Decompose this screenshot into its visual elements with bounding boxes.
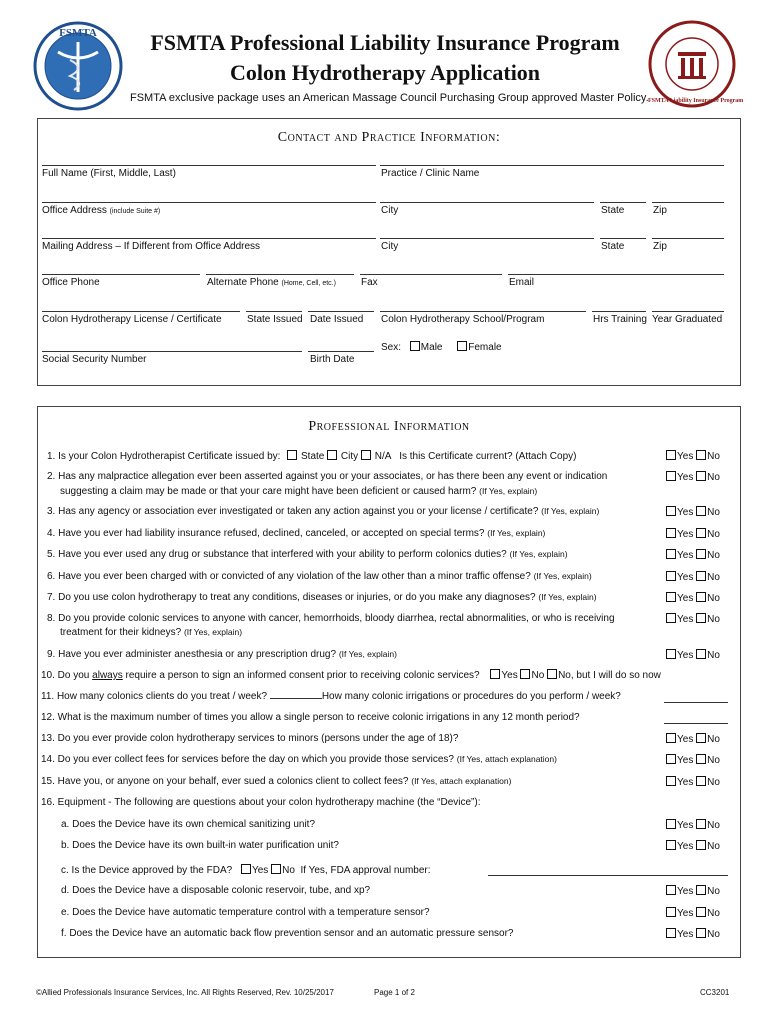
q10-no-will-checkbox[interactable] — [547, 669, 557, 679]
alt-phone-label: Alternate Phone (Home, Cell, etc.) — [207, 277, 336, 288]
left-logo-text: FSMTA — [59, 27, 97, 39]
yes-label: Yes — [677, 507, 694, 518]
q16d-yes-no — [666, 885, 720, 897]
no-label: No — [707, 529, 720, 540]
state-issued-label: State Issued — [247, 314, 303, 325]
q16f-no-checkbox[interactable] — [696, 928, 706, 938]
practice-line[interactable] — [380, 165, 724, 166]
q16f-yes-checkbox[interactable] — [666, 928, 676, 938]
q5-yes-checkbox[interactable] — [666, 549, 676, 559]
q14-yes-no — [666, 754, 720, 766]
q16a-yes-no — [666, 819, 720, 831]
q1-yes-no — [666, 450, 720, 462]
no-label: No — [707, 451, 720, 462]
question-13: 13. Do you ever provide colon hydrotherapy services to minors (persons under the age of 18)? — [41, 733, 459, 744]
school-label: Colon Hydrotherapy School/Program — [381, 314, 545, 325]
question-16f: f. Does the Device have an automatic back flow prevention sensor and an automatic pressure sensor? — [61, 928, 514, 939]
question-16b: b. Does the Device have its own built-in water purification unit? — [61, 840, 339, 851]
mailing-zip-line[interactable] — [652, 238, 724, 239]
birth-date-line[interactable] — [308, 351, 374, 352]
q16a-no-checkbox[interactable] — [696, 819, 706, 829]
office-phone-label: Office Phone — [42, 277, 100, 288]
question-10: 10. Do you always require a person to sign an informed consent prior to receiving colonic services? Yes No No, but I will do so now — [41, 670, 661, 681]
office-address-line[interactable] — [42, 202, 376, 203]
q3-yes-no — [666, 506, 720, 518]
question-16: 16. Equipment - The following are questions about your colon hydrotherapy machine (the “Device”): — [41, 797, 481, 808]
female-checkbox[interactable] — [457, 341, 467, 351]
email-label: Email — [509, 277, 535, 288]
q7-yes-no — [666, 592, 720, 604]
office-city-label: City — [381, 205, 399, 216]
full-name-label: Full Name (First, Middle, Last) — [42, 168, 176, 179]
no-label: No — [707, 755, 720, 766]
no-label: No — [707, 507, 720, 518]
q8-yes-no — [666, 613, 720, 625]
q2-yes-checkbox[interactable] — [666, 471, 676, 481]
q11-clients-input[interactable] — [270, 698, 322, 699]
yes-label: Yes — [677, 593, 694, 604]
q4-yes-no — [666, 528, 720, 540]
q6-yes-checkbox[interactable] — [666, 571, 676, 581]
license-label: Colon Hydrotherapy License / Certificate — [42, 314, 222, 325]
question-16e: e. Does the Device have automatic temperature control with a temperature sensor? — [61, 907, 430, 918]
mailing-state-line[interactable] — [600, 238, 646, 239]
footer-copyright: ©Allied Professionals Insurance Services, Inc. All Rights Reserved, Rev. 10/25/2017 — [36, 988, 334, 997]
hrs-training-line[interactable] — [592, 311, 646, 312]
office-address-label: Office Address (include Suite #) — [42, 205, 161, 216]
question-4: 4. Have you ever had liability insurance refused, declined, canceled, or accepted on special terms? (If Yes, explain) — [47, 528, 546, 539]
q15-yes-no — [666, 776, 720, 788]
q16d-yes-checkbox[interactable] — [666, 885, 676, 895]
yes-label: Yes — [677, 650, 694, 661]
no-label: No — [707, 550, 720, 561]
question-3: 3. Has any agency or association ever investigated or taken any action against you or your license / certificate? (If Yes, explain) — [47, 506, 600, 517]
yes-label: Yes — [677, 820, 694, 831]
question-14: 14. Do you ever collect fees for services before the day on which you provide those services? (If Yes, attach explanation) — [41, 754, 557, 765]
mailing-city-label: City — [381, 241, 399, 252]
question-8: 8. Do you provide colonic services to anyone with cancer, hemorrhoids, bloody diarrhea, rectal abnormalities, or who is receiving — [47, 613, 615, 624]
yes-label: Yes — [677, 614, 694, 625]
q6-no-checkbox[interactable] — [696, 571, 706, 581]
date-issued-label: Date Issued — [310, 314, 364, 325]
professional-heading: Professional Information — [308, 419, 470, 434]
fax-label: Fax — [361, 277, 378, 288]
q1-no-checkbox[interactable] — [696, 450, 706, 460]
question-16a: a. Does the Device have its own chemical sanitizing unit? — [61, 819, 316, 830]
q16a-yes-checkbox[interactable] — [666, 819, 676, 829]
question-5: 5. Have you ever used any drug or substance that interfered with your ability to perform colonics duties? (If Yes, explain) — [47, 549, 568, 560]
year-graduated-line[interactable] — [652, 311, 724, 312]
q14-no-checkbox[interactable] — [696, 754, 706, 764]
no-label: No — [707, 593, 720, 604]
q16d-no-checkbox[interactable] — [696, 885, 706, 895]
yes-label: Yes — [677, 777, 694, 788]
question-15: 15. Have you, or anyone on your behalf, ever sued a colonics client to collect fees? (If Yes, attach explanation) — [41, 776, 512, 787]
question-8-cont: treatment for their kidneys? (If Yes, explain) — [60, 627, 243, 638]
male-checkbox[interactable] — [410, 341, 420, 351]
yes-label: Yes — [677, 529, 694, 540]
q16f-yes-no — [666, 928, 720, 940]
question-1: 1. Is your Colon Hydrotherapist Certificate issued by: State City N/A Is this Certificate current? (Attach Copy) — [47, 451, 577, 462]
q10-no-checkbox[interactable] — [520, 669, 530, 679]
contact-heading: Contact and Practice Information: — [277, 130, 501, 145]
full-name-line[interactable] — [42, 165, 376, 166]
q2-yes-no — [666, 471, 720, 483]
mailing-city-line[interactable] — [380, 238, 594, 239]
yes-label: Yes — [677, 451, 694, 462]
q16c-yes-checkbox[interactable] — [241, 864, 251, 874]
mailing-address-label: Mailing Address – If Different from Office Address — [42, 241, 261, 252]
q11-procedures-line[interactable] — [664, 702, 728, 703]
no-label: No — [707, 929, 720, 940]
q9-yes-no — [666, 649, 720, 661]
state-issued-line[interactable] — [246, 311, 302, 312]
q8-no-checkbox[interactable] — [696, 613, 706, 623]
title-line-2: Colon Hydrotherapy Application — [229, 60, 541, 85]
q5-no-checkbox[interactable] — [696, 549, 706, 559]
q16c-no-checkbox[interactable] — [271, 864, 281, 874]
question-16d: d. Does the Device have a disposable colonic reservoir, tube, and xp? — [61, 885, 371, 896]
yes-label: Yes — [677, 929, 694, 940]
yes-label: Yes — [677, 472, 694, 483]
no-label: No — [707, 734, 720, 745]
q16e-no-checkbox[interactable] — [696, 907, 706, 917]
q9-yes-checkbox[interactable] — [666, 649, 676, 659]
yes-label: Yes — [677, 886, 694, 897]
q1-na-checkbox[interactable] — [361, 450, 371, 460]
q3-yes-checkbox[interactable] — [666, 506, 676, 516]
no-label: No — [707, 908, 720, 919]
q2-no-checkbox[interactable] — [696, 471, 706, 481]
office-state-label: State — [601, 205, 625, 216]
ssn-line[interactable] — [42, 351, 302, 352]
footer-code: CC3201 — [700, 988, 730, 997]
footer-page: Page 1 of 2 — [374, 988, 415, 997]
q3-no-checkbox[interactable] — [696, 506, 706, 516]
right-logo — [648, 18, 744, 110]
q9-no-checkbox[interactable] — [696, 649, 706, 659]
q1-city-checkbox[interactable] — [327, 450, 337, 460]
yes-label: Yes — [677, 841, 694, 852]
email-line[interactable] — [508, 274, 724, 275]
q4-no-checkbox[interactable] — [696, 528, 706, 538]
yes-label: Yes — [677, 734, 694, 745]
q13-no-checkbox[interactable] — [696, 733, 706, 743]
q15-yes-checkbox[interactable] — [666, 776, 676, 786]
q13-yes-checkbox[interactable] — [666, 733, 676, 743]
fax-line[interactable] — [360, 274, 502, 275]
q16b-no-checkbox[interactable] — [696, 840, 706, 850]
yes-label: Yes — [677, 908, 694, 919]
yes-label: Yes — [677, 550, 694, 561]
mailing-state-label: State — [601, 241, 625, 252]
question-16c: c. Is the Device approved by the FDA? Yes No If Yes, FDA approval number: — [61, 865, 431, 876]
q7-no-checkbox[interactable] — [696, 592, 706, 602]
q12-line[interactable] — [664, 723, 728, 724]
q14-yes-checkbox[interactable] — [666, 754, 676, 764]
office-city-line[interactable] — [380, 202, 594, 203]
q1-state-checkbox[interactable] — [287, 450, 297, 460]
no-label: No — [707, 472, 720, 483]
q7-yes-checkbox[interactable] — [666, 592, 676, 602]
question-2: 2. Has any malpractice allegation ever been asserted against you or your associates, or has there been any event or indication — [47, 471, 608, 482]
right-logo-text: FSMTA Liability Insurance Program — [648, 98, 744, 104]
q5-yes-no — [666, 549, 720, 561]
mailing-address-line[interactable] — [42, 238, 376, 239]
q16e-yes-checkbox[interactable] — [666, 907, 676, 917]
fda-number-line[interactable] — [488, 875, 728, 876]
no-label: No — [707, 777, 720, 788]
q6-yes-no — [666, 571, 720, 583]
ssn-label: Social Security Number — [42, 354, 147, 365]
yes-label: Yes — [677, 572, 694, 583]
question-7: 7. Do you use colon hydrotherapy to treat any conditions, diseases or injuries, or do you make any diagnoses? (If Yes, explain) — [47, 592, 597, 603]
q1-yes-checkbox[interactable] — [666, 450, 676, 460]
office-phone-line[interactable] — [42, 274, 200, 275]
question-9: 9. Have you ever administer anesthesia or any prescription drug? (If Yes, explain) — [47, 649, 397, 660]
q8-yes-checkbox[interactable] — [666, 613, 676, 623]
hrs-training-label: Hrs Training — [593, 314, 647, 325]
q16b-yes-checkbox[interactable] — [666, 840, 676, 850]
yes-label: Yes — [677, 755, 694, 766]
mailing-zip-label: Zip — [653, 241, 667, 252]
subtitle: FSMTA exclusive package uses an American Massage Council Purchasing Group approved Master Policy. — [130, 92, 649, 104]
q15-no-checkbox[interactable] — [696, 776, 706, 786]
q13-yes-no — [666, 733, 720, 745]
practice-label: Practice / Clinic Name — [381, 168, 480, 179]
no-label: No — [707, 650, 720, 661]
q16e-yes-no — [666, 907, 720, 919]
office-zip-label: Zip — [653, 205, 667, 216]
birth-date-label: Birth Date — [310, 354, 355, 365]
license-line[interactable] — [42, 311, 240, 312]
question-6: 6. Have you ever been charged with or convicted of any violation of the law other than a minor traffic offense? (If Yes, explain) — [47, 571, 592, 582]
q16b-yes-no — [666, 840, 720, 852]
alt-phone-line[interactable] — [206, 274, 354, 275]
no-label: No — [707, 886, 720, 897]
office-state-line[interactable] — [600, 202, 646, 203]
question-2-cont: suggesting a claim may be made or that your care might have been deficient or caused harm? (If Yes, explain) — [60, 486, 538, 497]
title-line-1: FSMTA Professional Liability Insurance Program — [150, 30, 620, 55]
no-label: No — [707, 614, 720, 625]
no-label: No — [707, 572, 720, 583]
office-zip-line[interactable] — [652, 202, 724, 203]
question-12: 12. What is the maximum number of times you allow a single person to receive colonic irrigations in any 12 month period? — [41, 712, 580, 723]
school-line[interactable] — [380, 311, 586, 312]
no-label: No — [707, 820, 720, 831]
q4-yes-checkbox[interactable] — [666, 528, 676, 538]
year-graduated-label: Year Graduated — [652, 314, 723, 325]
question-11: 11. How many colonics clients do you treat / week? How many colonic irrigations or procedures do you perform / week? — [41, 691, 621, 702]
date-issued-line[interactable] — [308, 311, 374, 312]
q10-yes-checkbox[interactable] — [490, 669, 500, 679]
no-label: No — [707, 841, 720, 852]
sex-field: Sex: Male Female — [381, 342, 502, 353]
